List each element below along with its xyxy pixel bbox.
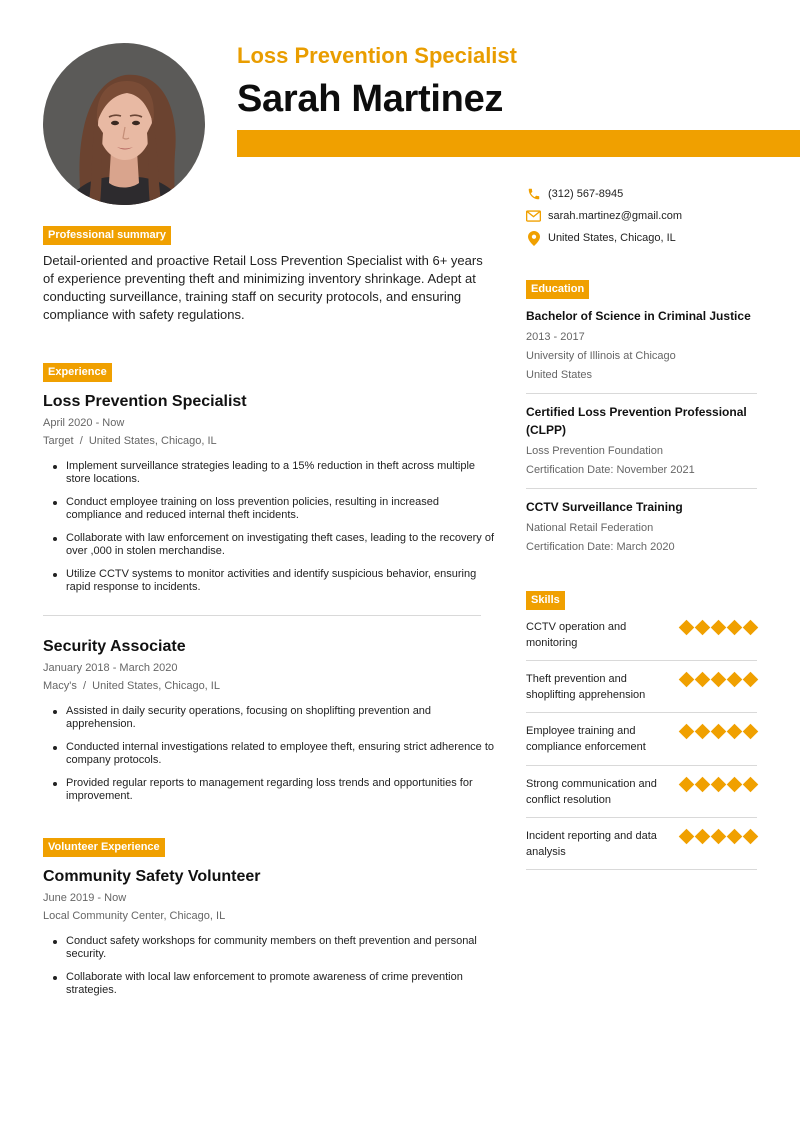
rating-diamond-icon bbox=[710, 777, 726, 793]
contact-phone[interactable]: (312) 567-8945 bbox=[548, 188, 624, 200]
location-pin-icon bbox=[526, 231, 541, 246]
job-title: Security Associate bbox=[43, 638, 186, 655]
list-item: Conducted internal investigations related to employee theft, ensuring strict adherence to company protocols. bbox=[43, 741, 495, 767]
volunteer-org: Local Community Center, Chicago, IL bbox=[43, 910, 226, 922]
rating-diamond-icon bbox=[710, 829, 726, 845]
job-bullets bbox=[43, 460, 495, 594]
rating-diamond-icon bbox=[678, 829, 694, 845]
header-name: Sarah Martinez bbox=[237, 78, 504, 120]
skill-name: Incident reporting and data analysis bbox=[526, 830, 657, 858]
education-issuer: Loss Prevention Foundation bbox=[526, 445, 663, 457]
volunteer-item bbox=[43, 867, 495, 1007]
volunteer-title: Community Safety Volunteer bbox=[43, 868, 261, 885]
job-dates: January 2018 - March 2020 bbox=[43, 662, 178, 674]
job-company-line: Macy's / United States, Chicago, IL bbox=[43, 680, 220, 692]
rating-diamond-icon bbox=[694, 724, 710, 740]
rating-diamond-icon bbox=[742, 777, 758, 793]
rating-diamond-icon bbox=[678, 672, 694, 688]
rating-diamond-icon bbox=[678, 620, 694, 636]
divider bbox=[526, 765, 757, 766]
divider bbox=[526, 869, 757, 870]
skill-row bbox=[526, 671, 757, 703]
skill-row bbox=[526, 723, 757, 755]
education-title: Bachelor of Science in Criminal Justice bbox=[526, 309, 751, 323]
job-location: United States, Chicago, IL bbox=[92, 680, 220, 692]
rating-diamond-icon bbox=[694, 829, 710, 845]
rating-diamond-icon bbox=[742, 724, 758, 740]
education-cert-date: Certification Date: March 2020 bbox=[526, 541, 675, 553]
skill-rating bbox=[679, 620, 757, 635]
education-title: CCTV Surveillance Training bbox=[526, 500, 683, 514]
rating-diamond-icon bbox=[710, 672, 726, 688]
education-item bbox=[526, 307, 757, 382]
divider bbox=[526, 488, 757, 489]
skill-rating bbox=[679, 829, 757, 844]
list-item: Conduct employee training on loss prevention policies, resulting in increased compliance and reduced internal theft incidents. bbox=[43, 496, 495, 522]
skill-row bbox=[526, 619, 757, 651]
job-company: Target bbox=[43, 435, 74, 447]
list-item: Collaborate with local law enforcement to promote awareness of crime prevention strategies. bbox=[43, 971, 495, 997]
skill-row bbox=[526, 828, 757, 860]
education-country: United States bbox=[526, 369, 593, 381]
education-issuer: National Retail Federation bbox=[526, 522, 654, 534]
education-school: University of Illinois at Chicago bbox=[526, 350, 676, 362]
section-badge-skills: Skills bbox=[526, 591, 565, 610]
job-bullets bbox=[43, 705, 495, 803]
rating-diamond-icon bbox=[710, 724, 726, 740]
skill-name: Theft prevention and shoplifting apprehension bbox=[526, 673, 646, 701]
contact-location-row bbox=[526, 227, 757, 249]
volunteer-bullets bbox=[43, 935, 495, 997]
divider bbox=[526, 393, 757, 394]
experience-item bbox=[43, 637, 495, 813]
education-title: Certified Loss Prevention Professional (CLPP) bbox=[526, 405, 747, 437]
divider bbox=[526, 712, 757, 713]
rating-diamond-icon bbox=[742, 672, 758, 688]
skill-name: Strong communication and conflict resolution bbox=[526, 778, 657, 806]
skill-row bbox=[526, 776, 757, 808]
rating-diamond-icon bbox=[678, 724, 694, 740]
job-location: United States, Chicago, IL bbox=[88, 435, 217, 447]
rating-diamond-icon bbox=[726, 777, 742, 793]
contact-email-row bbox=[526, 205, 757, 227]
contact-email[interactable]: sarah.martinez@gmail.com bbox=[548, 210, 683, 222]
rating-diamond-icon bbox=[678, 777, 694, 793]
education-item bbox=[526, 498, 757, 554]
section-badge-education: Education bbox=[526, 280, 589, 299]
divider bbox=[526, 660, 757, 661]
rating-diamond-icon bbox=[742, 620, 758, 636]
rating-diamond-icon bbox=[726, 829, 742, 845]
skill-rating bbox=[679, 777, 757, 792]
rating-diamond-icon bbox=[694, 620, 710, 636]
section-badge-volunteer: Volunteer Experience bbox=[43, 838, 165, 857]
skill-name: CCTV operation and monitoring bbox=[526, 621, 627, 649]
list-item: Collaborate with law enforcement on investigating theft cases, leading to the recovery of over ,000 in stolen merchandise. bbox=[43, 532, 495, 558]
job-dates: April 2020 - Now bbox=[43, 417, 125, 429]
volunteer-dates: June 2019 - Now bbox=[43, 892, 127, 904]
rating-diamond-icon bbox=[694, 672, 710, 688]
list-item: Provided regular reports to management regarding loss trends and opportunities for improvement. bbox=[43, 777, 495, 803]
experience-item bbox=[43, 392, 495, 604]
divider bbox=[43, 615, 481, 616]
skill-name: Employee training and compliance enforcement bbox=[526, 725, 646, 753]
email-icon bbox=[526, 209, 541, 224]
profile-photo bbox=[43, 43, 205, 205]
divider bbox=[526, 817, 757, 818]
rating-diamond-icon bbox=[742, 829, 758, 845]
summary-text: Detail-oriented and proactive Retail Loss Prevention Specialist with 6+ years of experience preventing theft and minimizing inventory shrinkage. Adept at conducting surveillance, training staff on security protocols, and ensuring compliance with safety regulations. bbox=[43, 253, 483, 322]
contact-block bbox=[526, 183, 757, 249]
rating-diamond-icon bbox=[694, 777, 710, 793]
list-item: Implement surveillance strategies leading to a 15% reduction in theft across multiple store locations. bbox=[43, 460, 495, 486]
rating-diamond-icon bbox=[726, 620, 742, 636]
education-dates: 2013 - 2017 bbox=[526, 331, 585, 343]
skill-rating bbox=[679, 672, 757, 687]
job-company-line: Target / United States, Chicago, IL bbox=[43, 435, 217, 447]
rating-diamond-icon bbox=[710, 620, 726, 636]
header-job-title: Loss Prevention Specialist bbox=[237, 43, 517, 68]
job-company: Macy's bbox=[43, 680, 77, 692]
header-accent-bar bbox=[237, 130, 800, 157]
education-cert-date: Certification Date: November 2021 bbox=[526, 464, 695, 476]
list-item: Assisted in daily security operations, focusing on shoplifting prevention and apprehension. bbox=[43, 705, 495, 731]
education-item bbox=[526, 403, 757, 477]
rating-diamond-icon bbox=[726, 672, 742, 688]
section-badge-summary: Professional summary bbox=[43, 226, 171, 245]
rating-diamond-icon bbox=[726, 724, 742, 740]
contact-phone-row bbox=[526, 183, 757, 205]
list-item: Utilize CCTV systems to monitor activities and identify suspicious behavior, ensuring rapid response to incidents. bbox=[43, 568, 495, 594]
contact-location: United States, Chicago, IL bbox=[548, 232, 676, 244]
list-item: Conduct safety workshops for community members on theft prevention and personal security. bbox=[43, 935, 495, 961]
skill-rating bbox=[679, 724, 757, 739]
phone-icon bbox=[526, 187, 541, 202]
section-badge-experience: Experience bbox=[43, 363, 112, 382]
job-title: Loss Prevention Specialist bbox=[43, 393, 247, 410]
